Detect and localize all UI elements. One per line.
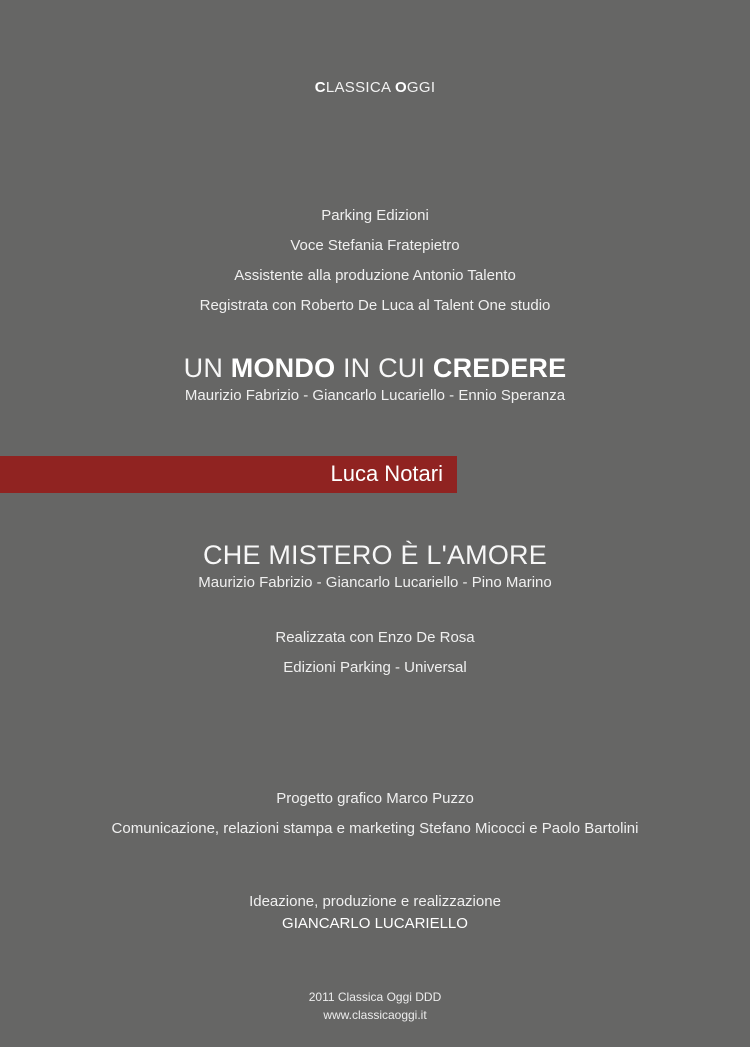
footer-website-link[interactable]: www.classicaoggi.it bbox=[323, 1008, 427, 1022]
credit-editions: Edizioni Parking - Universal bbox=[283, 659, 467, 676]
song-1-title-part: IN CUI bbox=[335, 353, 433, 383]
song-2-authors: Maurizio Fabrizio - Giancarlo Lucariello - Pino Marino bbox=[198, 574, 552, 591]
credit-communication: Comunicazione, relazioni stampa e marketing Stefano Micocci e Paolo Bartolini bbox=[111, 820, 639, 837]
song-1-authors: Maurizio Fabrizio - Giancarlo Lucariello - Ennio Speranza bbox=[184, 387, 566, 404]
credit-graphic-design: Progetto grafico Marco Puzzo bbox=[276, 790, 474, 807]
song-1-title-part: UN bbox=[183, 353, 231, 383]
credit-recording: Registrata con Roberto De Luca al Talent One studio bbox=[199, 297, 551, 314]
artist-banner bbox=[0, 456, 457, 493]
song-1-title-bold: CREDERE bbox=[432, 353, 567, 383]
artist-name: Luca Notari bbox=[330, 461, 443, 486]
song-2-title: CHE MISTERO È L'AMORE bbox=[203, 540, 547, 570]
credit-voice: Voce Stefania Fratepietro bbox=[290, 237, 460, 254]
brand-word-1: LASSICA bbox=[325, 79, 391, 96]
credit-assistant: Assistente alla produzione Antonio Talento bbox=[234, 267, 516, 284]
production-name: GIANCARLO LUCARIELLO bbox=[282, 915, 468, 932]
credit-realized: Realizzata con Enzo De Rosa bbox=[275, 629, 475, 646]
song-1-title-bold: MONDO bbox=[230, 353, 336, 383]
brand-word-2: GGI bbox=[406, 79, 436, 96]
brand-title bbox=[0, 79, 750, 96]
song-1-title bbox=[0, 353, 750, 384]
brand-initial-o: O bbox=[394, 79, 407, 96]
brand-initial-c: C bbox=[314, 79, 326, 96]
credit-publisher: Parking Edizioni bbox=[321, 207, 429, 224]
footer-copyright: 2011 Classica Oggi DDD bbox=[308, 990, 442, 1004]
production-label: Ideazione, produzione e realizzazione bbox=[249, 893, 501, 910]
